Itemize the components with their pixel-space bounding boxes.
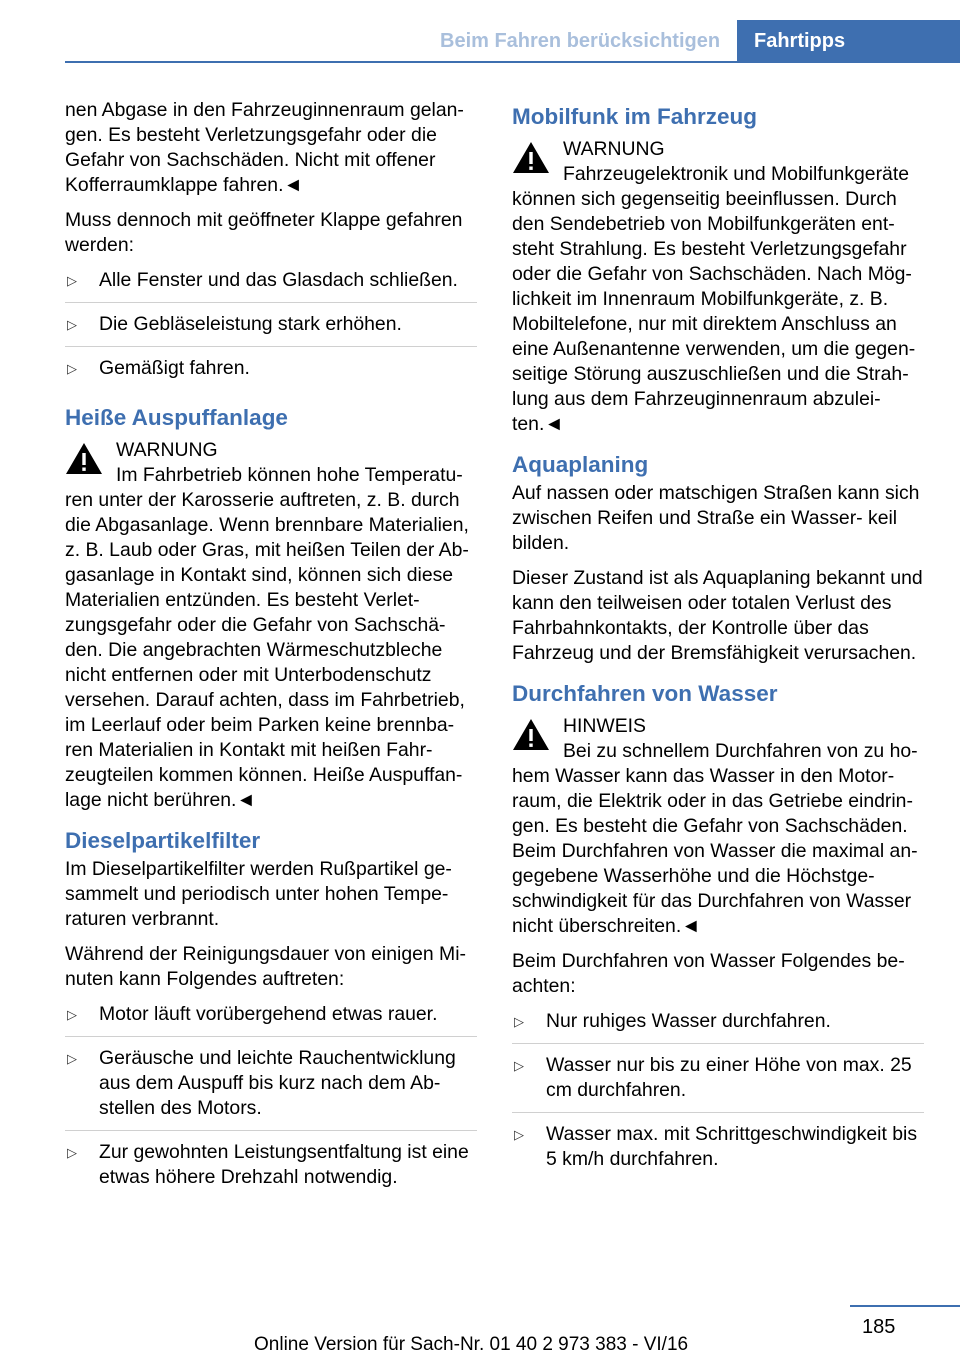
list-item [512, 1122, 924, 1181]
paragraph: Muss dennoch mit geöffneter Klappe gefahren werden: [65, 209, 463, 256]
header-section-title: Beim Fahren berücksichtigen [440, 30, 721, 52]
section-heading: Aquaplaning [512, 452, 649, 477]
list-arrow-icon: ▷ [67, 1007, 77, 1022]
header-tab-label: Fahrtipps [754, 30, 846, 52]
list-item [65, 1046, 477, 1131]
paragraph: nen Abgase in den Fahrzeuginnenraum gelan- gen. Es besteht Verletzungsgefahr oder die Gefahr von Sachschäden. Nicht mit offener Kofferraumklappe fahren.◄ [65, 99, 464, 196]
list-arrow-icon: ▷ [67, 1145, 77, 1160]
list-item [512, 1053, 924, 1113]
list-arrow-icon: ▷ [514, 1058, 524, 1073]
list-item [512, 1009, 924, 1044]
paragraph: Dieser Zustand ist als Aquaplaning bekannt und kann den teilweisen oder totalen Verlust des Fahrbahnkontakts, der Kontrolle über das Fahrzeug und der Bremsfähigkeit verursachen. [512, 567, 923, 664]
list-arrow-icon: ▷ [67, 317, 77, 332]
right-column [512, 98, 924, 1191]
warning-box [512, 137, 924, 187]
list-arrow-icon: ▷ [67, 273, 77, 288]
header-rule [65, 61, 960, 63]
footer-version-text: Online Version für Sach-Nr. 01 40 2 973 383 - VI/16 [254, 1334, 689, 1355]
paragraph: Im Dieselpartikelfilter werden Rußpartikel ge- sammelt und periodisch unter hohen Tempe- raturen verbrannt. [65, 858, 452, 930]
list-item [65, 1002, 477, 1037]
warning-label: WARNUNG [116, 439, 218, 461]
hint-first-line: Bei zu schnellem Durchfahren von zu ho- [563, 740, 918, 762]
hint-label: HINWEIS [563, 715, 646, 737]
hint-text: hem Wasser kann das Wasser in den Motor- raum, die Elektrik oder in das Getriebe eindrin- gen. Es besteht die Gefahr von Sachschäden. Beim Durchfahren von Wasser die maximal an- gegebene Wasserhöhe und die Höchstge- schwindigkeit für das Durchfahren von Wasser nicht überschreiten.◄ [512, 765, 918, 937]
list-item-text: Wasser nur bis zu einer Höhe von max. 25 cm durchfahren. [546, 1054, 912, 1101]
warning-triangle-icon [65, 442, 103, 475]
footer-rule [850, 1305, 960, 1307]
section-heading: Dieselpartikelfilter [65, 828, 261, 853]
list-item [65, 356, 477, 390]
list-arrow-icon: ▷ [67, 1051, 77, 1066]
warning-text: ren unter der Karosserie auftreten, z. B. durch die Abgasanlage. Wenn brennbare Materialien, z. B. Laub oder Gras, mit heißen Teilen der Ab- gasanlage in Kontakt sind, können sich diese Materialien entzünden. Es besteht Verlet- zungsgefahr oder die Gefahr von Sachschä- den. Die angebrachten Wärmeschutzbleche nicht entfernen oder mit Unterbodenschutz versehen. Darauf achten, dass im Fahrbetrieb, im Leerlauf oder beim Parken keine brennba- ren Materialien in Kontakt mit heißen Fahr- zeugteilen kommen können. Heiße Auspuffan- lage nicht berühren.◄ [65, 489, 469, 811]
list-item [65, 1140, 477, 1199]
list-item-text: Wasser max. mit Schrittgeschwindigkeit bis 5 km/h durchfahren. [546, 1123, 918, 1170]
list-item-text: Nur ruhiges Wasser durchfahren. [546, 1010, 831, 1032]
warning-triangle-icon [512, 141, 550, 174]
list-arrow-icon: ▷ [514, 1014, 524, 1029]
warning-first-line: Im Fahrbetrieb können hohe Temperatu- [116, 464, 463, 486]
warning-label: WARNUNG [563, 138, 665, 160]
list-item-text: Alle Fenster und das Glasdach schließen. [99, 269, 458, 291]
warning-triangle-icon [512, 718, 550, 751]
bullet-list [65, 268, 477, 390]
section-heading: Heiße Auspuffanlage [65, 405, 288, 430]
list-arrow-icon: ▷ [514, 1127, 524, 1142]
list-item-text: Motor läuft vorübergehend etwas rauer. [99, 1003, 438, 1025]
list-item-text: Die Gebläseleistung stark erhöhen. [99, 313, 402, 335]
list-item [65, 268, 477, 303]
bullet-list [512, 1009, 924, 1181]
warning-first-line: Fahrzeugelektronik und Mobilfunkgeräte [563, 163, 910, 185]
warning-box [65, 438, 477, 488]
bullet-list [65, 1002, 477, 1199]
left-column [65, 98, 477, 1209]
header-tab [737, 20, 960, 63]
list-item-text: Gemäßigt fahren. [99, 357, 250, 379]
list-item-text: Zur gewohnten Leistungsentfaltung ist eine etwas höhere Drehzahl notwendig. [99, 1141, 469, 1188]
paragraph: Während der Reinigungsdauer von einigen Mi- nuten kann Folgendes auftreten: [65, 943, 466, 990]
section-heading: Durchfahren von Wasser [512, 681, 778, 706]
page-number: 185 [862, 1316, 896, 1338]
paragraph: Auf nassen oder matschigen Straßen kann sich zwischen Reifen und Straße ein Wasser- keil bilden. [512, 482, 920, 554]
section-heading: Mobilfunk im Fahrzeug [512, 104, 757, 129]
paragraph: Beim Durchfahren von Wasser Folgendes be- achten: [512, 950, 905, 997]
list-item [65, 312, 477, 347]
warning-text: können sich gegenseitig beeinflussen. Durch den Sendebetrieb von Mobilfunkgeräten ent- steht Strahlung. Es besteht Verletzungsgefahr oder die Gefahr von Sachschäden. Nach Mög- lichkeit im Innenraum Mobilfunkgeräte, z. B. Mobiltelefone, nur mit direktem Anschluss an eine Außenantenne verwenden, um die gegen- seitige Störung auszuschließen und die Strah- lung aus dem Fahrzeuginnenraum abzulei- ten.◄ [512, 188, 916, 435]
list-arrow-icon: ▷ [67, 361, 77, 376]
list-item-text: Geräusche und leichte Rauchentwicklung aus dem Auspuff bis kurz nach dem Ab- stellen des Motors. [99, 1047, 456, 1119]
hint-box [512, 714, 924, 764]
